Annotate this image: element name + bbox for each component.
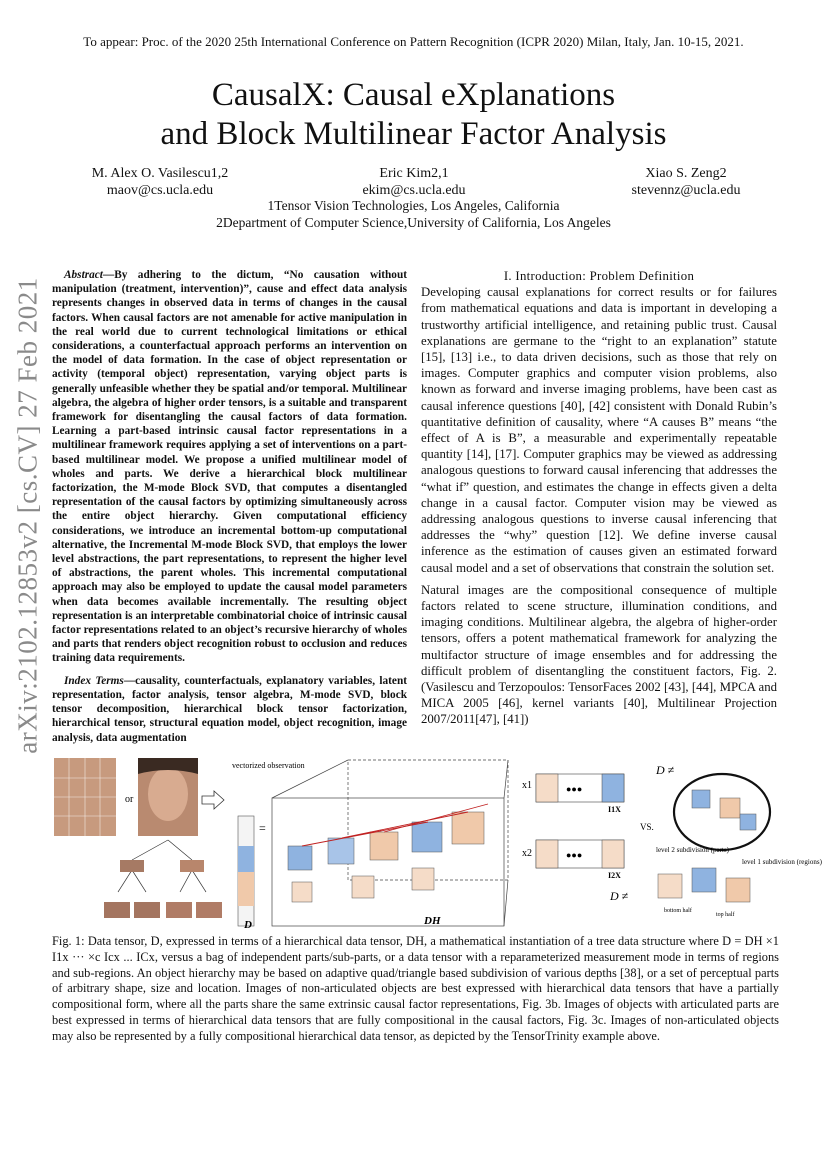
bottom-half-label: bottom half	[664, 908, 692, 914]
level2-label: level 2 subdivision (parts)	[656, 846, 729, 854]
vectorized-label: vectorized observation	[232, 761, 305, 770]
i1x-label: I1X	[608, 805, 621, 814]
index-terms-text: —causality, counterfactuals, explanatory variables, latent representation, factor analysis, tensor algebra, M-mode SVD, block tensor decomposition, hierarchical block tensor factorization, hierarchical tensor, structural equation model, object recognition, image analysis, data augmentation	[52, 674, 407, 744]
intro-paragraph-2: Natural images are the compositional consequence of multiple factors related to scene structure, illumination conditions, and imaging conditions. Multilinear algebra, the algebra of higher-order tensors, offers a potent mathematical framework for analyzing the multifactor structure of image ensembles and for addressing the difficult problem of disentangling the constituent factors, Fig. 2. (Vasilescu and Terzopoulos: TensorFaces 2002 [43], [44], MPCA and MICA 2005 [46], kernel variants [40], Multilinear Projection 2007/2011[47], [41])	[421, 582, 777, 727]
intro-paragraph-1: Developing causal explanations for correct results or for failures from mathematical equations and data is important in developing a trustworthy artificial intelligence, and retaining public trust. Causal explanations are germane to the “right to an explanation” statute [15], [13] i.e., to data driven decisions, such as those that rely on images. Computer graphics and computer vision problems, also known as forward and inverse imaging problems, have been cast as causal inference questions [40], [42] consistent with Donald Rubin’s quantitative definition of causality, where “A causes B” means “the effect of A is B”, a measurable and experimentally repeatable quantity [14], [17]. Computer graphics may be viewed as addressing analogous questions to forward causal inferencing that addresses the “what if” question, and estimates the change in effects given a delta change in a causal factor. Computer vision may be viewed as addressing analogous questions to inverse causal inferencing that addresses the “why” question [12]. We define inverse causal inference as the estimation of causes given an estimated forward causal model and a set of observations that constrain the solution set.	[421, 285, 777, 575]
d-label: D	[244, 919, 252, 931]
figure-caption: Fig. 1: Data tensor, D, expressed in terms of a hierarchical data tensor, DH, a mathematical instantiation of a tree data structure where D = DH ×1 I1x ··· ×c Icx ... ICx, versus a bag of independent parts/sub-parts, or a data tensor with a reparameterized measurement mode in terms of regions and sub-regions. An object hierarchy may be based on adaptive quad/triangle based subdivision of various depths [38], or a set of perceptual parts of arbitrary shape, size and location. Images of non-articulated objects are best expressed with hierarchical data tensors that have a partially compositional form, where all the parts share the same extrinsic causal factor representations, Fig. 3b. Images of objects with articulated parts are best expressed in terms of hierarchical data tensors that are fully compositional in the causal factors, Fig. 3c. Images of non-articulated objects may also be represented by a fully compositional hierarchical data tensor, as depicted by the TensorTrinity example above.	[52, 934, 779, 1043]
figure-1	[52, 752, 822, 931]
author-2-email: ekim@cs.ucla.edu	[362, 183, 466, 198]
region-cube-3	[726, 878, 750, 902]
region-cube-1	[658, 874, 682, 898]
d-neq-bottom: D ≠	[610, 889, 629, 903]
author-3-name: Xiao S. Zeng2	[645, 166, 727, 181]
section-heading: I. Introduction: Problem Definition	[503, 269, 695, 283]
author-3-email: stevennz@ucla.edu	[631, 183, 741, 198]
arxiv-stamp: arXiv:2102.12853v2 [cs.CV] 27 Feb 2021	[12, 277, 43, 754]
or-label: or	[125, 794, 134, 805]
affiliation-2: 2Department of Computer Science,University of California, Los Angeles	[216, 215, 611, 230]
author-3	[586, 165, 786, 199]
bag-cube-2	[720, 798, 740, 818]
i2x-label: I2X	[608, 871, 621, 880]
index-terms	[52, 674, 407, 745]
author-2	[314, 165, 514, 199]
title-line-2: and Block Multilinear Factor Analysis	[160, 116, 667, 152]
cube-1	[288, 846, 312, 870]
region-cube-2	[692, 868, 716, 892]
bag-cube-1	[692, 790, 710, 808]
level1-label: level 1 subdivision (regions)	[742, 858, 822, 866]
cube-5	[452, 812, 484, 844]
author-1-email: maov@cs.ucla.edu	[106, 183, 214, 198]
paper-title	[0, 76, 827, 154]
vs-label: VS.	[640, 822, 654, 832]
tensor-cubes	[288, 812, 484, 902]
bag-cube-3	[740, 814, 756, 830]
part-mouth	[180, 860, 204, 872]
abstract-label: Abstract	[64, 269, 103, 281]
right-column	[421, 268, 777, 734]
author-1-name: M. Alex O. Vasilescu1,2	[91, 166, 229, 181]
abstract-text: —By adhering to the dictum, “No causation without manipulation (treatment, intervention)”, cause and effect data analysis represents changes in observed data in terms of changes in the causal factors. When causal factors are not amenable for active manipulation in the real world due to current technological limitations or ethical considerations, a counterfactual approach performs an intervention on the model of data formation. In the case of object representation or activity (temporal object) representation, varying object parts is generally unfeasible whether they be spatial and/or temporal. Multilinear algebra, the algebra of higher order tensors, is a suitable and transparent framework for disentangling the causal factors of data formation. Learning a part-based intrinsic causal factor representations in a multilinear framework requires applying a set of interventions on a part-based multilinear model. We propose a unified multilinear model of wholes and parts. We derive a hierarchical block multilinear factorization, the M-mode Block SVD, that computes a disentangled representation of the causal factors by optimizing simultaneously across the entire object hierarchy. Given computational efficiency considerations, we introduce an incremental bottom-up computational alternative, the Incremental M-mode Block SVD, that employs the lower level abstractions, the part representations, to represent the higher level of abstractions, the parent wholes. This incremental computational approach may also be employed to update the causal model parameters when data becomes available incrementally. The resulting object representation is an interpretable combinatorial choice of intrinsic causal factor representations related to an object’s recursive hierarchy of wholes and parts that renders object recognition robust to occlusion and reduces training data requirements.	[52, 269, 407, 665]
subpart-left-eye	[104, 902, 130, 918]
dh-label: DH	[424, 915, 441, 927]
d-neq-top: D ≠	[656, 763, 675, 777]
part-eyes	[120, 860, 144, 872]
face-shape	[148, 767, 188, 821]
affiliation-1: 1Tensor Vision Technologies, Los Angeles, California	[267, 198, 560, 213]
vector-orange-block	[238, 872, 254, 906]
cube-3	[370, 832, 398, 860]
x2-block	[536, 840, 558, 868]
author-1	[60, 165, 260, 199]
author-2-name: Eric Kim2,1	[379, 166, 449, 181]
x2-block-end	[602, 840, 624, 868]
dots-1: ●●●	[566, 784, 583, 794]
dots-2: ●●●	[566, 850, 583, 860]
equals-sign: =	[259, 821, 266, 835]
vector-blue-block	[238, 846, 254, 872]
x2-label: x2	[522, 848, 532, 859]
x1-block	[536, 774, 558, 802]
subpart-lips	[196, 902, 222, 918]
top-half-label: top half	[716, 912, 735, 918]
subpart-right-eye	[134, 902, 160, 918]
cube-8	[412, 868, 434, 890]
subpart-nose	[166, 902, 192, 918]
index-terms-label: Index Terms	[64, 674, 124, 687]
cube-4	[412, 822, 442, 852]
cube-6	[292, 882, 312, 902]
title-line-1: CausalX: Causal eXplanations	[211, 77, 616, 113]
cube-7	[352, 876, 374, 898]
cube-2	[328, 838, 354, 864]
abstract	[52, 268, 407, 666]
x1-label: x1	[522, 780, 532, 791]
arrow-icon	[202, 791, 224, 809]
x1-block-end	[602, 774, 624, 802]
conference-note: To appear: Proc. of the 2020 25th International Conference on Pattern Recognition (ICPR 2020) Milan, Italy, Jan. 10-15, 2021.	[83, 34, 744, 49]
left-column	[52, 268, 407, 753]
